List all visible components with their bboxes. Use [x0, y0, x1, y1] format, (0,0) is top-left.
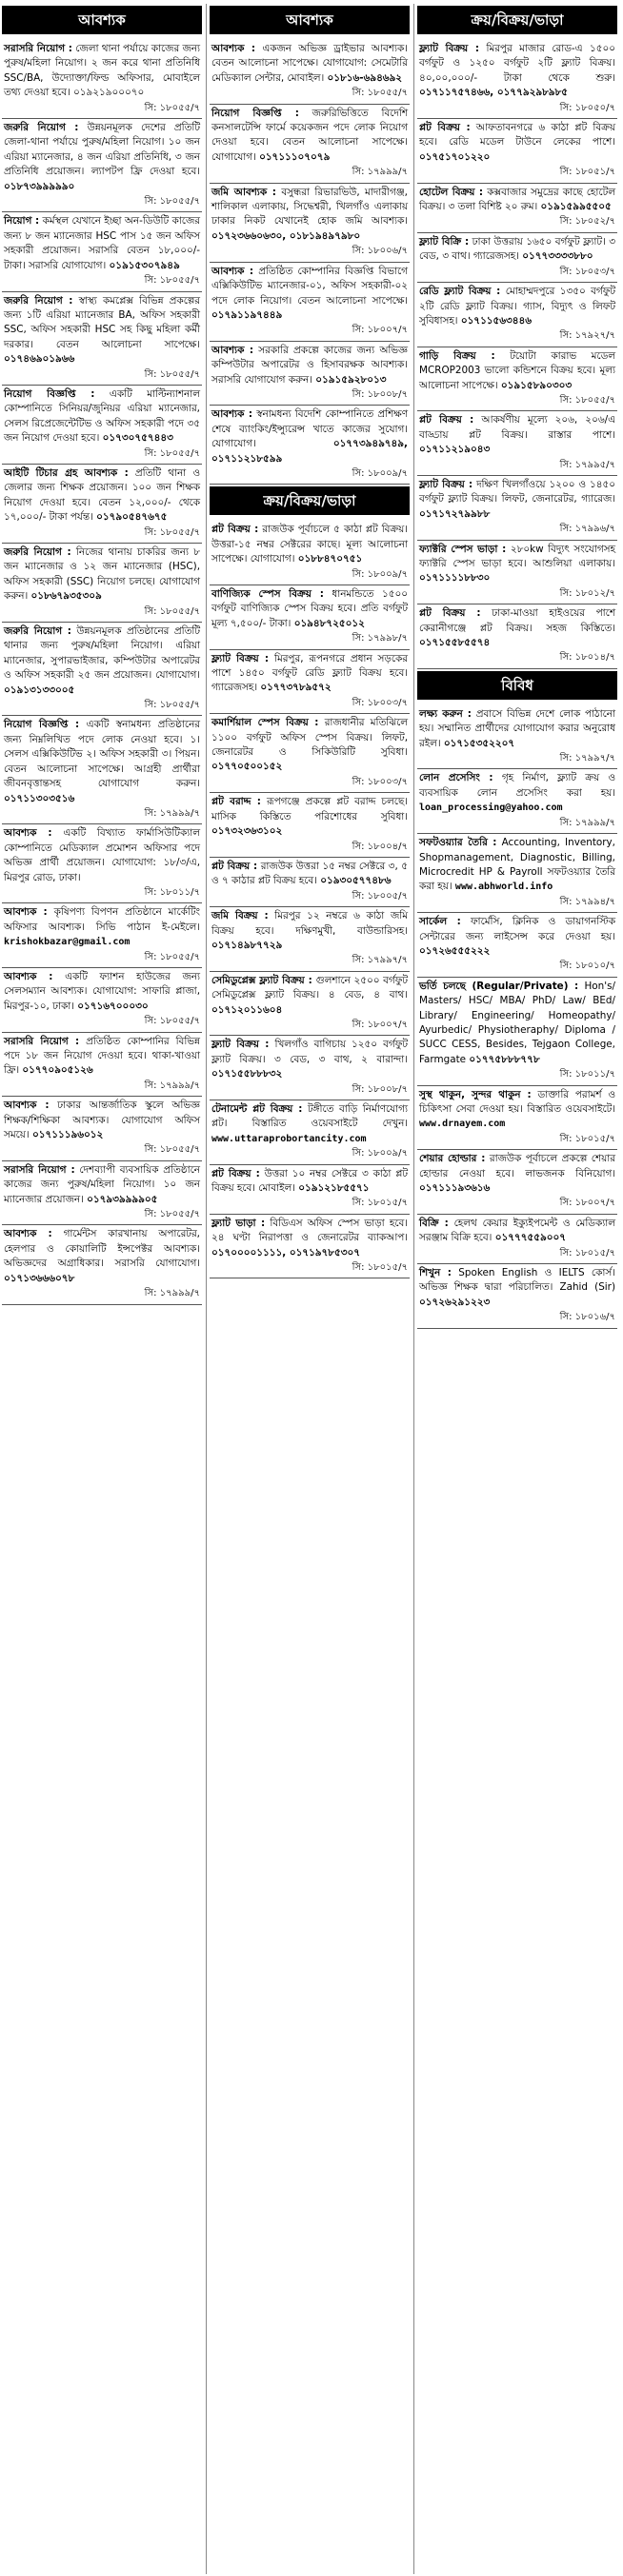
ad-phone: ০১৭১৫৫৮৮৮৩২ [211, 1068, 283, 1080]
ad-heading: কমার্শিয়াল স্পেস বিক্রয় : [211, 717, 319, 729]
ad-code: সি: ১৭৯৯৯/৭ [144, 807, 200, 819]
ad-code: সি: ১৮০০৪/৭ [352, 841, 408, 852]
ad-text: একটি ফ্যাশন হাউজের জন্য সেলসম্যান আবশ্যক। যোগাযোগ: সাফারি প্লাজা, মিরপুর-১০, ঢাকা। [4, 970, 201, 1012]
classified-ad [2, 824, 202, 903]
ad-code: সি: ১৮০৫৫/৭ [144, 196, 200, 208]
ad-text: ঢাকা-মাওয়া হাইওয়ের পাশে কেরানীগঞ্জে প্লট বিক্রয়। সহজ কিস্তিতে। [419, 607, 615, 634]
ad-heading: ফ্ল্যাট বিক্রয় : [211, 1039, 270, 1051]
ad-heading: প্লট বিক্রয় : [419, 414, 474, 426]
ad-heading: আবশ্যক : [211, 408, 253, 421]
ad-heading: সার্কেল : [419, 916, 461, 928]
classified-ad [417, 347, 617, 412]
ad-phone: ০১৭১১১৯৬০১২ [31, 1129, 104, 1141]
ad-code: সি: ১৮০৫৫/৭ [144, 605, 200, 617]
ad-text: গুলশানে ২৫০০ বর্গফুট সেমিডুপ্লেক্স ফ্ল্যাট বিক্রয়। ৪ বেড, ৪ বাথ। [211, 974, 408, 1001]
ad-phone: ০১৭১৩৬৬৬০৭৮ [4, 1272, 75, 1284]
ad-text: টঙ্গীতে বাড়ি নির্মাণযোগ্য প্লট। বিস্তারিত ওয়েবসাইটে দেখুন। [211, 1103, 409, 1130]
ad-code: সি: ১৮০৫৫/৭ [144, 951, 200, 962]
ad-code: সি: ১৭৯৯৯/৭ [144, 1288, 200, 1299]
ad-text: খিলগাঁও বাগিচায় ১২৫০ বর্গফুট ফ্ল্যাট বিক্রয়। ৩ বেড, ৩ বাথ, ২ বারান্দা। [211, 1039, 408, 1065]
ad-code: সি: ১৮০৫২/৭ [559, 216, 615, 228]
classified-ad [417, 476, 617, 541]
ad-code: সি: ১৮০১৫/৭ [352, 1262, 408, 1274]
ad-heading: নিয়োগ : [4, 215, 40, 228]
ad-text: সরকারি প্রকল্পে কাজের জন্য অভিজ্ঞ কম্পিউটার অপারেটর ও হিসাবরক্ষক আবশ্যক। সরাসরি যোগাযোগ করুন। [211, 344, 408, 386]
section-header-wanted: আবশ্যক [210, 6, 410, 34]
classified-ad [2, 465, 202, 544]
ad-text: উন্নয়নমূলক প্রতিষ্ঠানের প্রতিটি থানার জন্য পুরুষ/মহিলা নিয়োগ। এরিয়া ম্যানেজার, সুপারভাইজার, কম্পিউটার অপারেটর ও অফিস সহকারী ২৫ জন প্রয়োজন। যোগাযোগ। [4, 625, 201, 682]
ad-text: রাজউক উত্তরা ১৫ নম্বর সেক্টরে ৩, ৫ ও ৭ কাঠার প্লট বিক্রয় হবে। [211, 860, 409, 887]
ads-list [210, 521, 410, 1278]
classified-ad [210, 184, 410, 263]
ad-phone: ০১৭২৩৬৬০৬৩০, ০১৮১৯৪৯৭৯৮০ [211, 229, 361, 242]
ad-code: সি: ১৭৯৯৪/৭ [559, 896, 615, 907]
ad-text: ডাক্তারি পরামর্শ ও চিকিৎসা সেবা দেওয়া হয়। বিস্তারিত ওয়েবসাইটে। [419, 1088, 615, 1115]
ad-heading: জরুরি নিয়োগ : [4, 546, 71, 558]
classified-ad [210, 406, 410, 485]
ad-text: হেলথ কেয়ার ইক্যুইপমেন্ট ও মেডিক্যাল সরঞ্জাম বিক্রি হবে। [419, 1217, 615, 1244]
ad-phone: ০১৭৭৭৫৫৯০০৭ [494, 1232, 566, 1244]
ad-text: Hon's/ Masters/ HSC/ MBA/ PhD/ Law/ BEd/ Library/ Engineering/ Homeopathy/ Ayurbedic/ Physiotheraphy/ Diploma / SUCC CESS, Besides, Tejgaon College, Farmgate [419, 980, 615, 1065]
ad-code: সি: ১৮০০৭/৭ [352, 325, 408, 336]
ad-code: সি: ১৭৯৯৫/৭ [559, 459, 615, 470]
ad-code: সি: ১৮০১১/৭ [559, 1069, 615, 1080]
ad-phone: ০১৭৩২৩৬৩১০২ [211, 825, 283, 838]
ad-phone: ০১৭৯১১৯৭৪৪৯ [211, 308, 283, 321]
ad-code: সি: ১৮০৫৩/৭ [559, 266, 615, 277]
ad-phone: ০১৯১৫৯২৮০১৩ [315, 373, 387, 386]
classified-ad [2, 40, 202, 119]
ad-phone: ০১৭১১১০৭০৭৯ [259, 150, 331, 163]
ads-list [417, 40, 617, 669]
ad-code: সি: ১৮০৫১/৭ [559, 167, 615, 178]
ad-code: সি: ১৮০০৩/৭ [352, 776, 408, 787]
classified-ad [417, 1215, 617, 1264]
ad-heading: সরাসরি নিয়োগ : [4, 1163, 75, 1176]
classified-ad [210, 1100, 410, 1165]
ad-text: আকর্ষণীয় মূল্যে ২০৬, ২০৬/এ বাড্ডায় প্লট বিক্রয়। রাস্তার পাশে। [419, 414, 615, 441]
classified-ad [417, 40, 617, 119]
ad-code: সি: ১৮০৫৫/৭ [144, 447, 200, 459]
classified-ad [210, 105, 410, 184]
ad-phone: ০১৭৭৫৮৮৮৭৭৮ [469, 1053, 540, 1065]
ad-heading: সেমিডুপ্লেক্স ফ্ল্যাট বিক্রয় : [211, 974, 312, 986]
ad-code: সি: ১৮০১২/৭ [559, 587, 615, 599]
ad-heading: জরুরি নিয়োগ : [4, 294, 73, 307]
ad-code: সি: ১৭৯৯৭/৭ [559, 753, 615, 764]
ad-heading: সরাসরি নিয়োগ : [4, 43, 72, 54]
ad-code: সি: ১৮০৫৫/৭ [144, 1016, 200, 1027]
ad-heading: ফ্ল্যাট বিক্রয় : [211, 652, 270, 664]
ad-phone: ০১৭৩০৭৫৭৪৪৩ [102, 432, 173, 445]
section-header-misc: বিবিধ [417, 671, 617, 700]
ad-heading: জমি আবশ্যক : [211, 186, 276, 198]
ad-heading: জরুরি নিয়োগ : [4, 122, 79, 134]
ad-text: স্বনামধন্য বিদেশি কোম্পানিতে প্রশিক্ষণ শেষে ব্যাংকিং/ইন্স্যুরেন্স খাতে কাজের সুযোগ। যোগাযোগ। [211, 408, 408, 450]
ad-text: মোহাম্মদপুরে ১৩৫০ বর্গফুট ২টি রেডি ফ্ল্যাট বিক্রয়। গ্যাস, বিদ্যুৎ ও লিফট সুবিধাসহ। [419, 286, 615, 327]
ads-list [210, 40, 410, 485]
ad-code: সি: ১৮০৫৫/৭ [144, 368, 200, 380]
ad-heading: আবশ্যক : [4, 970, 53, 982]
classified-ad [417, 1150, 617, 1215]
ad-phone: ০১৭৯৩৯৯৯৯০৫ [87, 1193, 158, 1205]
ad-heading: আবশ্যক : [211, 344, 254, 356]
classified-ad [417, 283, 617, 347]
ad-web-contact[interactable]: www.uttaraprobortancity.com [211, 1133, 367, 1144]
ad-code: সি: ১৮০০৮/৭ [352, 388, 408, 400]
ads-list [417, 705, 617, 1329]
classified-ad [417, 604, 617, 669]
ad-text: একটি মাল্টিন্যাশনাল কোম্পানিতে সিনিয়র/জুনিয়র এরিয়া ম্যানেজার, সেলস রিপ্রেজেন্টেটিভ ও অফিস সহকারী পদে ৩৫ জন নিয়োগ দেওয়া হবে। [4, 387, 200, 445]
ad-text: একজন অভিজ্ঞ ড্রাইভার আবশ্যক। বেতন আলোচনা সাপেক্ষে। যোগাযোগ: সেমেটারি মেডিক্যাল সেন্টার, মোবাইল। [211, 43, 408, 84]
classified-ad [210, 858, 410, 907]
classified-ad [2, 386, 202, 465]
ad-code: সি: ১৮০০৭/৭ [352, 1019, 408, 1030]
ad-text: উন্নয়নমূলক দেশের প্রতিটি জেলা-থানা পর্যায়ে পুরুষ/মহিলা নিয়োগ। ১০ জন এরিয়া ম্যানেজার, ৪ জন এরিয়া প্রতিনিধি, ৩ জন প্রতিনিধি প্রয়োজন। ল্যাপটপ ফ্রি দেওয়া হবে। [4, 122, 201, 178]
ad-phone: ০১৮৮৪৭০৭৫১ [297, 553, 363, 565]
section-header-buy-sell: ক্রয়/বিক্রয়/ভাড়া [417, 6, 617, 34]
section-header-buy-sell: ক্রয়/বিক্রয়/ভাড়া [210, 486, 410, 515]
ad-code: সি: ১৭৯৯৮/৭ [352, 633, 408, 644]
ad-code: সি: ১৭৯৯৯/৭ [352, 167, 408, 178]
ad-phone: ০১৯১৫৯৯৫৫০৫ [540, 201, 612, 213]
ad-phone: ০১৭৭০৫০০১৫২ [211, 761, 283, 773]
ad-heading: বিক্রি : [419, 1217, 449, 1229]
ad-heading: প্লট বরাদ্দ : [211, 796, 261, 808]
classified-ad [417, 1264, 617, 1329]
ad-code: সি: ১৮০০৩/৭ [352, 697, 408, 708]
ad-text: রাজউক পূর্বাচলে প্রকল্পে শেয়ার হোল্ডার নেওয়া হবে। লাভজনক বিনিয়োগ। [419, 1153, 615, 1179]
column-buy-sell-misc [417, 4, 617, 1329]
classified-ad [210, 263, 410, 342]
ad-heading: হোটেল বিক্রয় : [419, 186, 484, 198]
ad-code: সি: ১৮০১৫/৭ [352, 1198, 408, 1209]
ad-phone: ০১৯৩০৫৭৭৪৮৬ [320, 875, 392, 887]
ad-phone: ০১৭২৬৫৫৫২২২ [419, 944, 491, 957]
ad-text: গৃহ নির্মাণ, ফ্ল্যাট ক্রয় ও ব্যবসায়িক লোন প্রসেসিং করা হয়। [419, 772, 615, 799]
classified-ad [2, 544, 202, 623]
ad-web-contact[interactable]: krishokbazar@gmail.com [4, 937, 131, 948]
ad-text: দক্ষিণ খিলগাঁওয়ে ১২০০ ও ১৪৫০ বর্গফুট ফ্ল্যাট বিক্রয়। লিফট, জেনারেটর, গ্যারেজ। [419, 478, 615, 505]
classified-ad [2, 1225, 202, 1304]
ad-heading: জমি বিক্রয় : [211, 910, 269, 922]
ad-text: মিরপুর ১২ নম্বরে ৬ কাঠা জমি বিক্রয় হবে। দক্ষিণমুখী, বাউন্ডারিসহ। [211, 910, 408, 937]
ad-heading: নিয়োগ বিজ্ঞপ্তি : [211, 107, 299, 119]
ad-heading: প্লট বিক্রয় : [419, 607, 481, 620]
ad-heading: আবশ্যক : [211, 43, 256, 54]
ad-text: বিডিএস অফিস স্পেস ভাড়া হবে। ২৪ ঘণ্টা নিরাপত্তা ও জেনারেটর ব্যাকআপ। [211, 1217, 408, 1244]
ad-code: সি: ১৮০১০/৭ [559, 961, 615, 972]
ad-code: সি: ১৮০০৯/৭ [352, 1148, 408, 1159]
ad-phone: ০১৭১১৭৫৭৪৬৬, ০১৭৭৯২৯৮৯৮৫ [419, 87, 569, 99]
ad-web-contact[interactable]: www.abhworld.info [454, 882, 553, 893]
ad-heading: আবশ্যক : [4, 906, 48, 919]
ad-code: সি: ১৮০০৭/৭ [559, 1198, 615, 1209]
ad-text: রূপগঞ্জে প্রকল্পে প্লট বরাদ্দ চলছে। মাসিক কিস্তিতে পরিশোধের সুবিধা। [211, 796, 408, 822]
ad-heading: ভর্তি চলছে (Regular/Private) : [419, 980, 579, 992]
ad-phone: ০১৭১৬৭০০০৩০ [77, 1000, 149, 1012]
ad-code: সি: ১৮০৫৫/৭ [144, 700, 200, 711]
ad-code: সি: ১৮০০৮/৭ [352, 1083, 408, 1095]
ad-heading: শেয়ার হোল্ডার : [419, 1153, 486, 1165]
classified-ad [210, 1165, 410, 1215]
section-header-wanted: আবশ্যক [2, 6, 202, 34]
ad-heading: লোন প্রসেসিং : [419, 772, 493, 784]
ad-phone: ০১৭৫১৭০১২২০ [419, 150, 491, 163]
classified-ad [2, 716, 202, 824]
classified-ad [417, 769, 617, 834]
ad-web-contact[interactable]: loan_processing@yahoo.com [419, 803, 563, 814]
ad-code: সি: ১৭৯৯৯/৭ [559, 817, 615, 828]
ad-phone: ০১৭১১২১৯০৪৩ [419, 444, 491, 456]
ads-list [2, 40, 202, 1305]
ad-heading: জরুরি নিয়োগ : [4, 625, 71, 638]
classified-ad [417, 233, 617, 283]
ad-heading: ফ্ল্যাট বিক্রয় : [419, 478, 473, 490]
ad-text: প্রতিষ্ঠিত কোম্পানির বিজ্ঞপ্তি বিভাগে এক্সিকিউটিভ ম্যানেজার-০১, অফিস সহকারী-০২ পদে লোক নিয়োগ। বেতন আলোচনা সাপেক্ষে। [211, 265, 408, 307]
ad-code: সি: ১৮০৫৫/৭ [352, 88, 408, 99]
classified-ad [210, 1215, 410, 1279]
ad-text: আফতাবনগরে ৬ কাঠা প্লট বিক্রয় হবে। রেডি মডেল টাউনে লেকের পাশে। [419, 122, 615, 149]
ad-text: মিরপুর মাজার রোড-এ ১৫০০ বর্গফুট ও ১২৫০ বর্গফুট ২টি ফ্ল্যাট বিক্রয়। ৪০,০০,০০০/- টাকা থেকে শুরু। [419, 43, 615, 84]
ad-text: গার্মেন্টস কারখানায় অপারেটর, হেলপার ও কোয়ালিটি ইন্সপেক্টর আবশ্যক। অভিজ্ঞদের অগ্রাধিকার। সরাসরি যোগাযোগ। [4, 1228, 200, 1270]
ad-phone: ০১৭১১১১৮৮৩০ [419, 572, 491, 585]
ad-phone: ০১৭১৭২৭৯৯৮৮ [419, 507, 491, 520]
ad-text: রাজধানীর মতিঝিলে ১১০০ বর্গফুট অফিস স্পেস বিক্রয়। লিফট, জেনারেটর ও সিকিউরিটি সুবিধা। [211, 717, 408, 759]
ad-code: সি: ১৮০১৫/৭ [559, 1247, 615, 1258]
ad-text: কৃষিপণ্য বিপণন প্রতিষ্ঠানে মার্কেটিং অফিসার আবশ্যক। সিভি পাঠান ই-মেইলে। [4, 906, 201, 933]
ad-text: ফার্মেসি, ক্লিনিক ও ডায়াগনস্টিক সেন্টারের জন্য লাইসেন্স করে দেওয়া হয়। [419, 916, 615, 942]
column-wanted-2 [210, 4, 410, 1278]
classified-ad [210, 585, 410, 650]
classified-ad [2, 903, 202, 968]
ad-heading: আবশ্যক : [4, 1228, 52, 1240]
classified-ad [210, 650, 410, 715]
classified-ad [210, 714, 410, 793]
ad-code: সি: ১৮০১৫/৭ [559, 1133, 615, 1144]
classified-ad [210, 972, 410, 1037]
classified-ad [2, 119, 202, 212]
ad-heading: টেনামেন্ট প্লট বিক্রয় : [211, 1103, 303, 1115]
ad-heading: বাণিজ্যিক স্পেস বিক্রয় : [211, 588, 324, 600]
ad-code: সি: ১৮০৫৫/৭ [144, 102, 200, 113]
ad-phone: ০১৮৭৩৯৯৯৯৯০ [4, 180, 75, 192]
ad-heading: আবশ্যক : [4, 1100, 50, 1112]
ad-code: সি: ১৭৯৯৯/৭ [144, 1080, 200, 1091]
ad-code: সি: ১৮০০৬/৭ [352, 246, 408, 257]
ad-heading: সফটওয়্যার তৈরি : [419, 837, 497, 849]
ad-heading: ফ্ল্যাট ভাড়া : [211, 1217, 266, 1229]
ad-phone: ০১৯১৩১৩৩০০৫ [4, 684, 75, 696]
ad-phone: ০১৯১২১৮৫৫৭১ [298, 1182, 370, 1195]
ad-phone: ০১৮১৬-৬৯৪৬৯২ [327, 71, 403, 84]
classified-ad [2, 1033, 202, 1098]
classified-ad [210, 1036, 410, 1100]
ad-phone: ০১৭১১১৯৩৬১৬ [419, 1182, 491, 1195]
ad-phone: ০১৭২৬২৯১২২৩ [419, 1296, 491, 1308]
classified-ad [417, 541, 617, 605]
ad-code: সি: ১৮০৫৫/৭ [144, 1144, 200, 1156]
classified-ad [210, 521, 410, 585]
ad-code: সি: ১৮০৫৫/৭ [144, 275, 200, 287]
ad-text: রাজউক পূর্বাচলে ৫ কাঠা প্লট বিক্রয়। উত্তরা-১৫ নম্বর সেক্টরের কাছে। মূল্য আলোচনা সাপেক্ষে। যোগাযোগ। [211, 524, 408, 565]
ad-phone: ০১৯১৫৩০৭৯৪৯ [109, 259, 180, 271]
ad-heading: নিয়োগ বিজ্ঞপ্তি : [4, 387, 95, 400]
ad-phone: ০১৭১১৩০৩৫১৬ [4, 792, 75, 804]
classified-ad [417, 834, 617, 913]
ad-heading: শিখুন : [419, 1267, 452, 1279]
ad-heading: প্লট বিক্রয় : [211, 1167, 260, 1179]
ad-code: সি: ১৮০১৪/৭ [559, 652, 615, 664]
classified-ad [2, 968, 202, 1033]
column-wanted-1 [2, 4, 202, 1305]
ad-phone: ০১৯৪৮৭২৫০১২ [293, 617, 365, 629]
ad-text: ঢাকা উত্তরায় ১৬৫০ বর্গফুট ফ্ল্যাট। ৩ বেড, ৩ বাথ। গ্যারেজসহ। [419, 235, 616, 263]
ad-text: প্রতিষ্ঠিত কোম্পানির বিভিন্ন পদে ১৮ জন নিয়োগ দেওয়া হবে। থাকা-খাওয়া ফ্রি। [4, 1035, 200, 1077]
ad-text: Accounting, Inventory, Shopmanagement, Diagnostic, Billing, Microcredit HP & Payroll সফটওয়্যার তৈরি করা হয়। [419, 837, 615, 893]
ad-text: উত্তরা ১০ নম্বর সেক্টরে ৩ কাঠা প্লট বিক্রয় হবে। মোবাইল। [211, 1167, 408, 1195]
ad-code: সি: ১৮০৫৫/৭ [144, 526, 200, 538]
classified-ad [2, 1097, 202, 1161]
ad-text: মিরপুর, রূপনগরে প্রধান সড়কের পাশে ১৪৫০ বর্গফুট রেডি ফ্ল্যাট বিক্রয় হবে। গ্যারেজসহ। [211, 652, 408, 694]
ad-code: সি: ১৮০৫৫/৭ [144, 1209, 200, 1220]
ad-heading: নিয়োগ বিজ্ঞপ্তি : [4, 719, 80, 731]
classified-ad [417, 411, 617, 476]
classified-ad [417, 184, 617, 233]
ad-phone: ০১৭১৫৩৫২২০৭ [443, 737, 515, 749]
ad-phone: ০১৭১৪৯৮৭৭২৯ [211, 939, 283, 951]
ad-heading: লক্ষ্য করুন : [419, 707, 472, 720]
ad-code: সি: ১৮০০৯/৭ [352, 467, 408, 479]
classified-ad [417, 913, 617, 978]
ad-heading: সরাসরি নিয়োগ : [4, 1035, 80, 1047]
classified-ad [2, 623, 202, 716]
ad-text: ঢাকার আন্তর্জাতিক স্কুলে অভিজ্ঞ শিক্ষক/শিক্ষিকা আবশ্যক। যোগাযোগ অফিস সময়ে। [4, 1100, 200, 1141]
classified-ad [2, 212, 202, 291]
ad-code: সি: ১৮০৫৫/৭ [559, 394, 615, 406]
ad-text: দেশব্যাপী ব্যবসায়িক প্রতিষ্ঠানে কাজের জন্য পুরুষ/মহিলা নিয়োগ। ১০ জন ম্যানেজার প্রয়োজন। [4, 1163, 200, 1205]
ad-text: Spoken English ও IELTS কোর্স। অভিজ্ঞ শিক্ষক দ্বারা পরিচালিত। Zahid (Sir) [419, 1267, 615, 1294]
classified-ad [210, 793, 410, 858]
ad-text: টয়োটা কারাভ মডেল MCROP2003 ভালো কন্ডিশনে বিক্রয় হবে। মূল্য আলোচনা সাপেক্ষে। [419, 349, 615, 391]
ad-heading: ফ্ল্যাট বিক্রয় : [419, 43, 480, 54]
ad-code: সি: ১৮০০৫/৭ [352, 890, 408, 902]
ad-heading: রেডি ফ্ল্যাট বিক্রয় : [419, 286, 501, 298]
classified-ad [210, 907, 410, 972]
classified-ad [210, 342, 410, 406]
classified-ad [417, 705, 617, 770]
ad-heading: আবশ্যক : [211, 265, 253, 277]
ad-code: সি: ১৮০১১/৭ [144, 886, 200, 898]
ad-text: একটি বিখ্যাত ফার্মাসিউটিক্যাল কোম্পানিতে মেডিক্যাল প্রমোশন অফিসার পদে অভিজ্ঞ প্রার্থী প্রয়োজন। যোগাযোগ: ১৮/৩/এ, মিরপুর রোড, ঢাকা। [4, 827, 201, 883]
ad-text: জেলা থানা পর্যায়ে কাজের জন্য পুরুষ/মহিলা নিয়োগ। ২ জন করে থানা প্রতিনিধি SSC/BA, উদ্যোক্তা/ফিল্ড অফিসার, মোবাইলে তথ্য দেওয়া হবে। ০১৯২১৯০০০৭০ [4, 43, 200, 99]
ad-phone: ০১৮৬৭৯৩৫৩০৯ [30, 590, 102, 603]
ad-phone: ০১৭০০০০১১১১, ০১৭১৯৭৮৫৩০৭ [211, 1246, 361, 1258]
ad-phone: ০১৭১১৫৬৩৪৪৬ [460, 314, 533, 327]
ad-text: নিজের থানায় চাকরির জন্য ৮ জন ম্যানেজার ও ১২ জন ম্যানেজার (HSC), অফিস সহকারী (SSC) নিয়োগ চলছে। যোগাযোগ করুন। [4, 546, 200, 603]
ad-phone: ০১৭১৫৫৮৫৫৭৪ [419, 637, 491, 649]
ad-phone: ০১৭৭৩৯৪৯৭৪৯, ০১৭১১২১৮৫৯৯ [211, 438, 408, 465]
ad-phone: ০১৯১৫৮৯০৩০৩ [500, 379, 573, 391]
ad-phone: ০১৭৭৩৩৩৩৮৮০ [522, 250, 593, 263]
ad-web-contact[interactable]: www.drnayem.com [419, 1119, 506, 1130]
ad-text: প্রবাসে বিভিন্ন দেশে লোক পাঠানো হয়। সম্মানিত প্রার্থীদের যোগাযোগ করার অনুরোধ রইল। [419, 707, 616, 749]
ad-code: সি: ১৮০৫০/৭ [559, 102, 615, 113]
ad-text: ২৮০kw বিদ্যুৎ সংযোগসহ ফ্যাক্টরি স্পেস ভাড়া হবে। আশুলিয়া এলাকায়। [419, 543, 615, 569]
ad-text: একটি স্বনামধন্য প্রতিষ্ঠানের জন্য নিম্নলিখিত পদে লোক নেওয়া হবে। ১। সেলস এক্সিকিউটিভ ২। অফিস সহকারী ৩। পিয়ন। বেতন আলোচনা সাপেক্ষে। আগ্রহী প্রার্থীরা জীবনবৃত্তান্তসহ যোগাযোগ করুন। [4, 719, 200, 790]
classified-ad [210, 40, 410, 105]
ad-heading: আবশ্যক : [4, 827, 52, 840]
classified-ad [2, 1161, 202, 1226]
ad-heading: গাড়ি বিক্রয় : [419, 349, 495, 362]
ad-text: স্বাস্থ্য কমপ্লেক্স বিভিন্ন প্রকল্পের জন্য ১টি এরিয়া ম্যানেজার BA, অফিস সহকারী SSC, অফিস সহকারী HSC সহ কিছু মহিলা কর্মী দরকার। বেতন আলোচনা সাপেক্ষে। [4, 294, 201, 350]
ad-phone: ০১৭৭০৯০৫১২৬ [22, 1064, 93, 1077]
ad-text: প্রতিটি থানা ও জেলার জন্য শিক্ষক প্রয়োজন। ১০০ জন শিক্ষক নিয়োগ দেওয়া হবে। বেতন ১২,০০০/- থেকে ১৭,০০০/- টাকা পর্যন্ত। [4, 466, 200, 524]
ad-code: সি: ১৮০০৯/৭ [352, 568, 408, 580]
ad-text: বসুন্ধরা রিভারভিউ, মাদারীগঞ্জ, শালিকাল এলাকায়, সিদ্ধেশ্বরী, খিলগাঁও এলাকায় ঢাকার নিকট যেখানেই হোক জমি আবশ্যক। [211, 186, 408, 228]
ad-heading: প্লট বিক্রয় : [211, 524, 259, 536]
ad-text: ধানমন্ডিতে ১৫০০ বর্গফুট বাণিজ্যিক স্পেস বিক্রয় হবে। প্রতি বর্গফুট মূল্য ৭,৫০০/- টাকা। [211, 588, 408, 629]
ad-heading: প্লট বিক্রয় : [211, 860, 258, 872]
ad-text: কক্সবাজার সমুদ্রের কাছে হোটেল বিক্রয়। ৩ তলা বিশিষ্ট ২০ রুম। [419, 186, 615, 213]
ad-heading: ফ্যাক্টরি স্পেস ভাড়া : [419, 543, 507, 555]
ad-text: কর্মস্থল যেখানে ইচ্ছা অন-ডিউটি কাজের জন্য ৮ জন ম্যানেজার HSC পাস ১৫ জন অফিস সহকারী প্রয়োজন। সরাসরি বেতন ১৮,০০০/- টাকা। সরাসরি যোগাযোগ। [4, 215, 200, 271]
ad-phone: ০১৭১২০১১৬০৪ [211, 1003, 283, 1016]
ad-heading: আইটি টিচার গ্রহ আবশ্যক : [4, 466, 129, 479]
ad-heading: প্লট বিক্রয় : [419, 122, 471, 134]
ad-code: সি: ১৮০১৬/৭ [559, 1312, 615, 1323]
ad-phone: ০১৭৪৬৯০১৯৬৬ [4, 353, 75, 366]
ad-code: সি: ১৭৯৯৭/৭ [352, 955, 408, 966]
ad-heading: সুস্থ থাকুন, সুন্দর থাকুন : [419, 1088, 532, 1100]
ad-phone: ০১৭৯০৫৪৭৬৭৫ [96, 511, 168, 524]
classified-ad [417, 119, 617, 184]
ad-code: সি: ১৭৯৯৬/৭ [559, 524, 615, 535]
classified-ad [417, 1086, 617, 1151]
ad-code: সি: ১৭৯২৭/৭ [559, 330, 615, 342]
ad-heading: ফ্ল্যাট বিক্রি : [419, 235, 470, 248]
classified-ad [417, 978, 617, 1086]
ad-text: জরুরিভিত্তিতে বিদেশি কনসালটেন্সি ফার্মে কয়েকজন পদে লোক নিয়োগ দেওয়া হবে। বেতন আলোচনা সাপেক্ষে। যোগাযোগ। [211, 107, 408, 163]
ad-phone: ০১৭৭৩৭৮৯৫৭২ [260, 682, 332, 694]
classified-ad [2, 292, 202, 386]
